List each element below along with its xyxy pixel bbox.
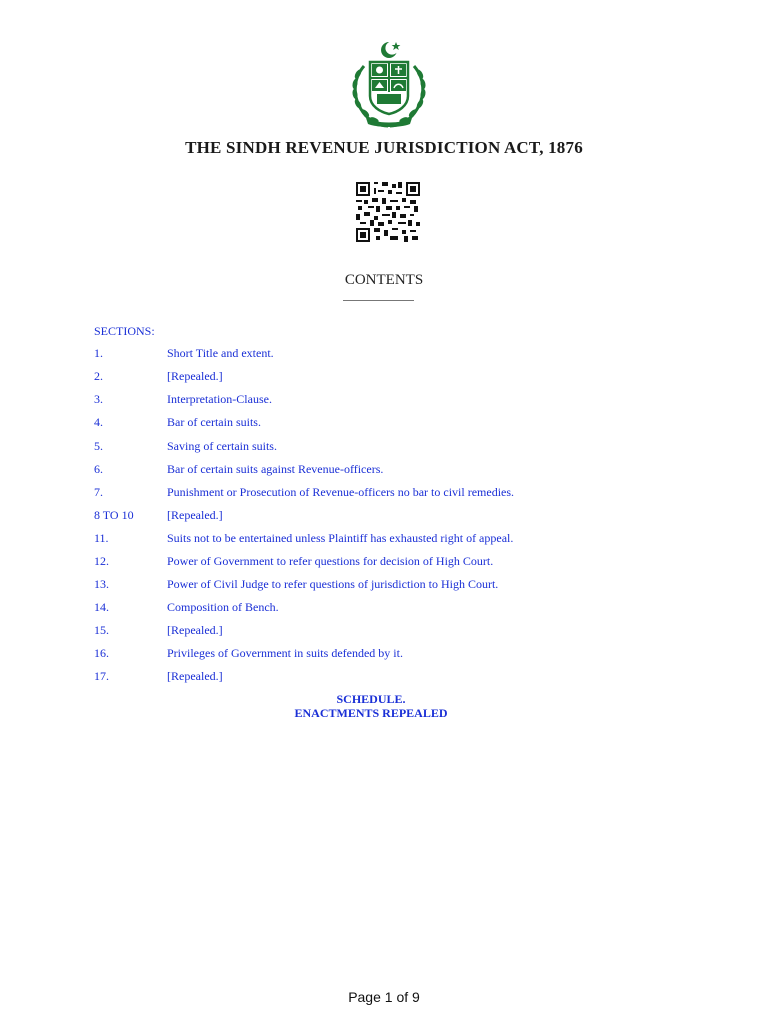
toc-row[interactable] [0, 531, 768, 549]
section-number: 13. [94, 577, 109, 591]
toc-row[interactable] [0, 669, 768, 687]
toc-row[interactable] [0, 577, 768, 595]
page-number: Page 1 of 9 [348, 989, 420, 1005]
toc-row[interactable] [0, 554, 768, 572]
section-number: 17. [94, 669, 109, 683]
document-title: THE SINDH REVENUE JURISDICTION ACT, 1876 [185, 138, 583, 157]
section-number: 8 TO 10 [94, 508, 134, 522]
toc-row[interactable] [0, 508, 768, 526]
toc-row[interactable] [0, 369, 768, 387]
section-number: 4. [94, 415, 103, 429]
toc-row[interactable] [0, 600, 768, 618]
section-title-link[interactable]: [Repealed.] [167, 623, 223, 637]
section-title-link[interactable]: Short Title and extent. [167, 346, 274, 360]
contents-underline [343, 300, 414, 301]
section-number: 3. [94, 392, 103, 406]
section-title-link[interactable]: Composition of Bench. [167, 600, 279, 614]
toc-row[interactable] [0, 623, 768, 641]
toc-row[interactable] [0, 392, 768, 410]
section-number: 6. [94, 462, 103, 476]
section-title-link[interactable]: [Repealed.] [167, 669, 223, 683]
section-number: 11. [94, 531, 109, 545]
schedule-title[interactable]: SCHEDULE. [336, 692, 406, 706]
section-number: 7. [94, 485, 103, 499]
section-title-link[interactable]: Saving of certain suits. [167, 439, 277, 453]
state-emblem-icon [344, 38, 434, 130]
sections-label: SECTIONS: [94, 324, 155, 338]
toc-row[interactable] [0, 346, 768, 364]
schedule-heading[interactable] [0, 692, 742, 720]
section-number: 2. [94, 369, 103, 383]
section-number: 15. [94, 623, 109, 637]
contents-heading: CONTENTS [344, 272, 424, 288]
section-title-link[interactable]: Interpretation-Clause. [167, 392, 272, 406]
section-number: 5. [94, 439, 103, 453]
section-title-link[interactable]: Bar of certain suits against Revenue-officers. [167, 462, 384, 476]
qr-code-icon [356, 182, 420, 242]
section-number: 1. [94, 346, 103, 360]
section-title-link[interactable]: Power of Government to refer questions for decision of High Court. [167, 554, 494, 568]
section-title-link[interactable]: Suits not to be entertained unless Plaintiff has exhausted right of appeal. [167, 531, 514, 545]
section-number: 16. [94, 646, 109, 660]
section-number: 14. [94, 600, 109, 614]
enactments-repealed-title[interactable]: ENACTMENTS REPEALED [294, 706, 448, 720]
section-title-link[interactable]: [Repealed.] [167, 508, 223, 522]
section-title-link[interactable]: Punishment or Prosecution of Revenue-officers no bar to civil remedies. [167, 485, 515, 499]
section-title-link[interactable]: Power of Civil Judge to refer questions of jurisdiction to High Court. [167, 577, 499, 591]
toc-row[interactable] [0, 439, 768, 457]
toc-row[interactable] [0, 485, 768, 503]
section-title-link[interactable]: Privileges of Government in suits defended by it. [167, 646, 403, 660]
toc-row[interactable] [0, 462, 768, 480]
section-title-link[interactable]: Bar of certain suits. [167, 415, 261, 429]
toc-row[interactable] [0, 415, 768, 433]
section-number: 12. [94, 554, 109, 568]
toc-row[interactable] [0, 646, 768, 664]
section-title-link[interactable]: [Repealed.] [167, 369, 223, 383]
